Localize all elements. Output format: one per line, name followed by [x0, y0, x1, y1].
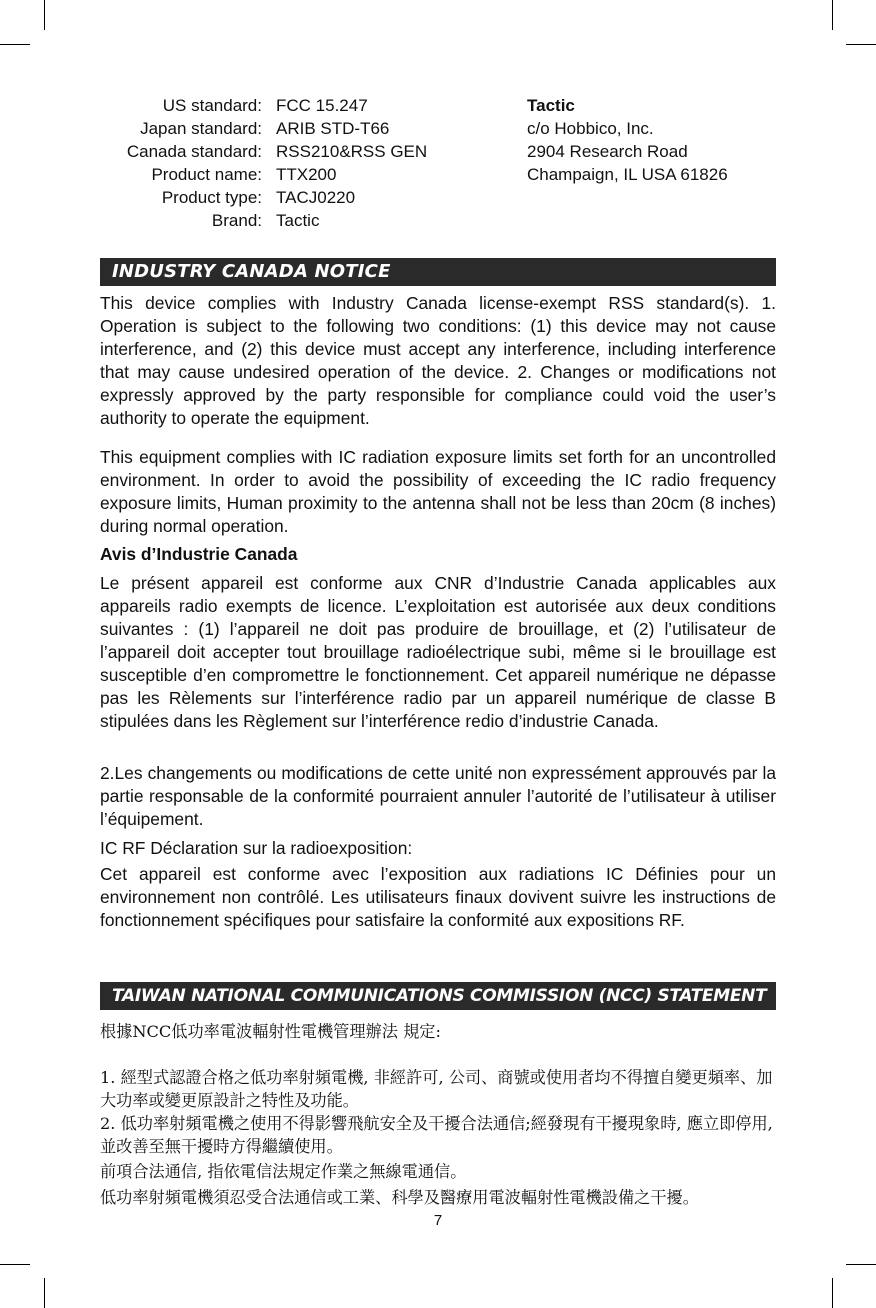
spec-table [100, 94, 427, 232]
spec-value: ARIB STD-T66 [276, 119, 390, 138]
spec-row [100, 94, 427, 117]
paragraph-fr-exposure: Cet appareil est conforme avec l’exposition aux radiations IC Définies pour un environnement non contrôlé. Les utilisateurs finaux dovivent suivre les instructions de fonctionnement spécifiques pour satisfaire la conformité aux expositions RF. [100, 864, 776, 930]
spec-label: Brand: [211, 211, 262, 230]
spec-row [100, 186, 427, 209]
spec-label: Canada standard: [126, 142, 262, 161]
crop-mark [44, 0, 45, 30]
ncc-line-3: 前項合法通信, 指依電信法規定作業之無線電通信。 [100, 1162, 467, 1181]
crop-mark [0, 44, 30, 45]
spec-value: Tactic [276, 211, 320, 230]
spec-row [100, 140, 427, 163]
address-line: c/o Hobbico, Inc. [527, 119, 654, 138]
spec-value: TTX200 [276, 165, 337, 184]
spec-value: FCC 15.247 [276, 96, 368, 115]
address-line: 2904 Research Road [527, 142, 688, 161]
crop-mark [832, 0, 833, 30]
company-name: Tactic [527, 96, 575, 115]
ncc-item-1: 1. 經型式認證合格之低功率射頻電機, 非經許可, 公司、商號或使用者均不得擅自變更頻率、加大功率或變更原設計之特性及功能。 [100, 1068, 773, 1110]
crop-mark [846, 44, 876, 45]
crop-mark [832, 1278, 833, 1308]
crop-mark [846, 1264, 876, 1265]
address-line: Champaign, IL USA 61826 [527, 165, 728, 184]
spec-label: US standard: [162, 96, 262, 115]
section-heading-industry-canada: INDUSTRY CANADA NOTICE [100, 258, 776, 286]
page-number: 7 [433, 1212, 443, 1229]
spec-label: Product name: [151, 165, 262, 184]
crop-mark [0, 1264, 30, 1265]
spec-value: RSS210&RSS GEN [276, 142, 428, 161]
ncc-item-2: 2. 低功率射頻電機之使用不得影響飛航安全及干擾合法通信;經發現有干擾現象時, 應立即停用, 並改善至無干擾時方得繼續使用。 [100, 1114, 773, 1156]
paragraph-compliance: This device complies with Industry Canada license-exempt RSS standard(s). 1. Operation is subject to the following two conditions: (1) this device may not cause interference, and (2) this device must accept any interference, including interference that may cause undesired operation of the device. 2. Changes or modifications not expressly approved by the party responsible for compliance could void the user’s authority to operate the equipment. [100, 293, 776, 428]
address-block [527, 94, 728, 186]
spec-row [100, 163, 427, 186]
ncc-line-4: 低功率射頻電機須忍受合法通信或工業、科學及醫療用電波輻射性電機設備之干擾。 [100, 1188, 699, 1207]
crop-mark [44, 1278, 45, 1308]
spec-row [100, 209, 427, 232]
ncc-intro: 根據NCC低功率電波輻射性電機管理辦法 規定: [100, 1022, 441, 1041]
spec-value: TACJ0220 [276, 188, 356, 207]
spec-row [100, 117, 427, 140]
paragraph-fr-rf-heading: IC RF Déclaration sur la radioexposition: [100, 838, 413, 858]
paragraph-fr-conformity: Le présent appareil est conforme aux CNR d’Industrie Canada applicables aux appareils radio exempts de licence. L’exploitation est autorisée aux deux conditions suivantes : (1) l’appareil ne doit pas produire de brouillage, et (2) l’utilisateur de l’appareil doit accepter tout brouillage radioélectrique subi, même si le brouillage est susceptible d’en compromettre le fonctionnement. Cet appareil numérique ne dépasse pas les Rèlements sur l’interférence radio par un appareil numérique de classe B stipulées dans les Règlement sur l’interférence redio d’industrie Canada. [100, 573, 776, 731]
paragraph-fr-changes: 2.Les changements ou modifications de cette unité non expressément approuvés par la partie responsable de la conformité pourraient annuler l’autorité de l’utilisateur à utiliser l’équipement. [100, 763, 776, 829]
paragraph-radiation: This equipment complies with IC radiation exposure limits set forth for an uncontrolled environment. In order to avoid the possibility of exceeding the IC radio frequency exposure limits, Human proximity to the antenna shall not be less than 20cm (8 inches) during normal operation. [100, 447, 776, 536]
avis-heading: Avis d’Industrie Canada [100, 544, 298, 564]
section-heading-taiwan-ncc: TAIWAN NATIONAL COMMUNICATIONS COMMISSION (NCC) STATEMENT [100, 982, 776, 1010]
spec-label: Japan standard: [140, 119, 262, 138]
spec-label: Product type: [161, 188, 262, 207]
